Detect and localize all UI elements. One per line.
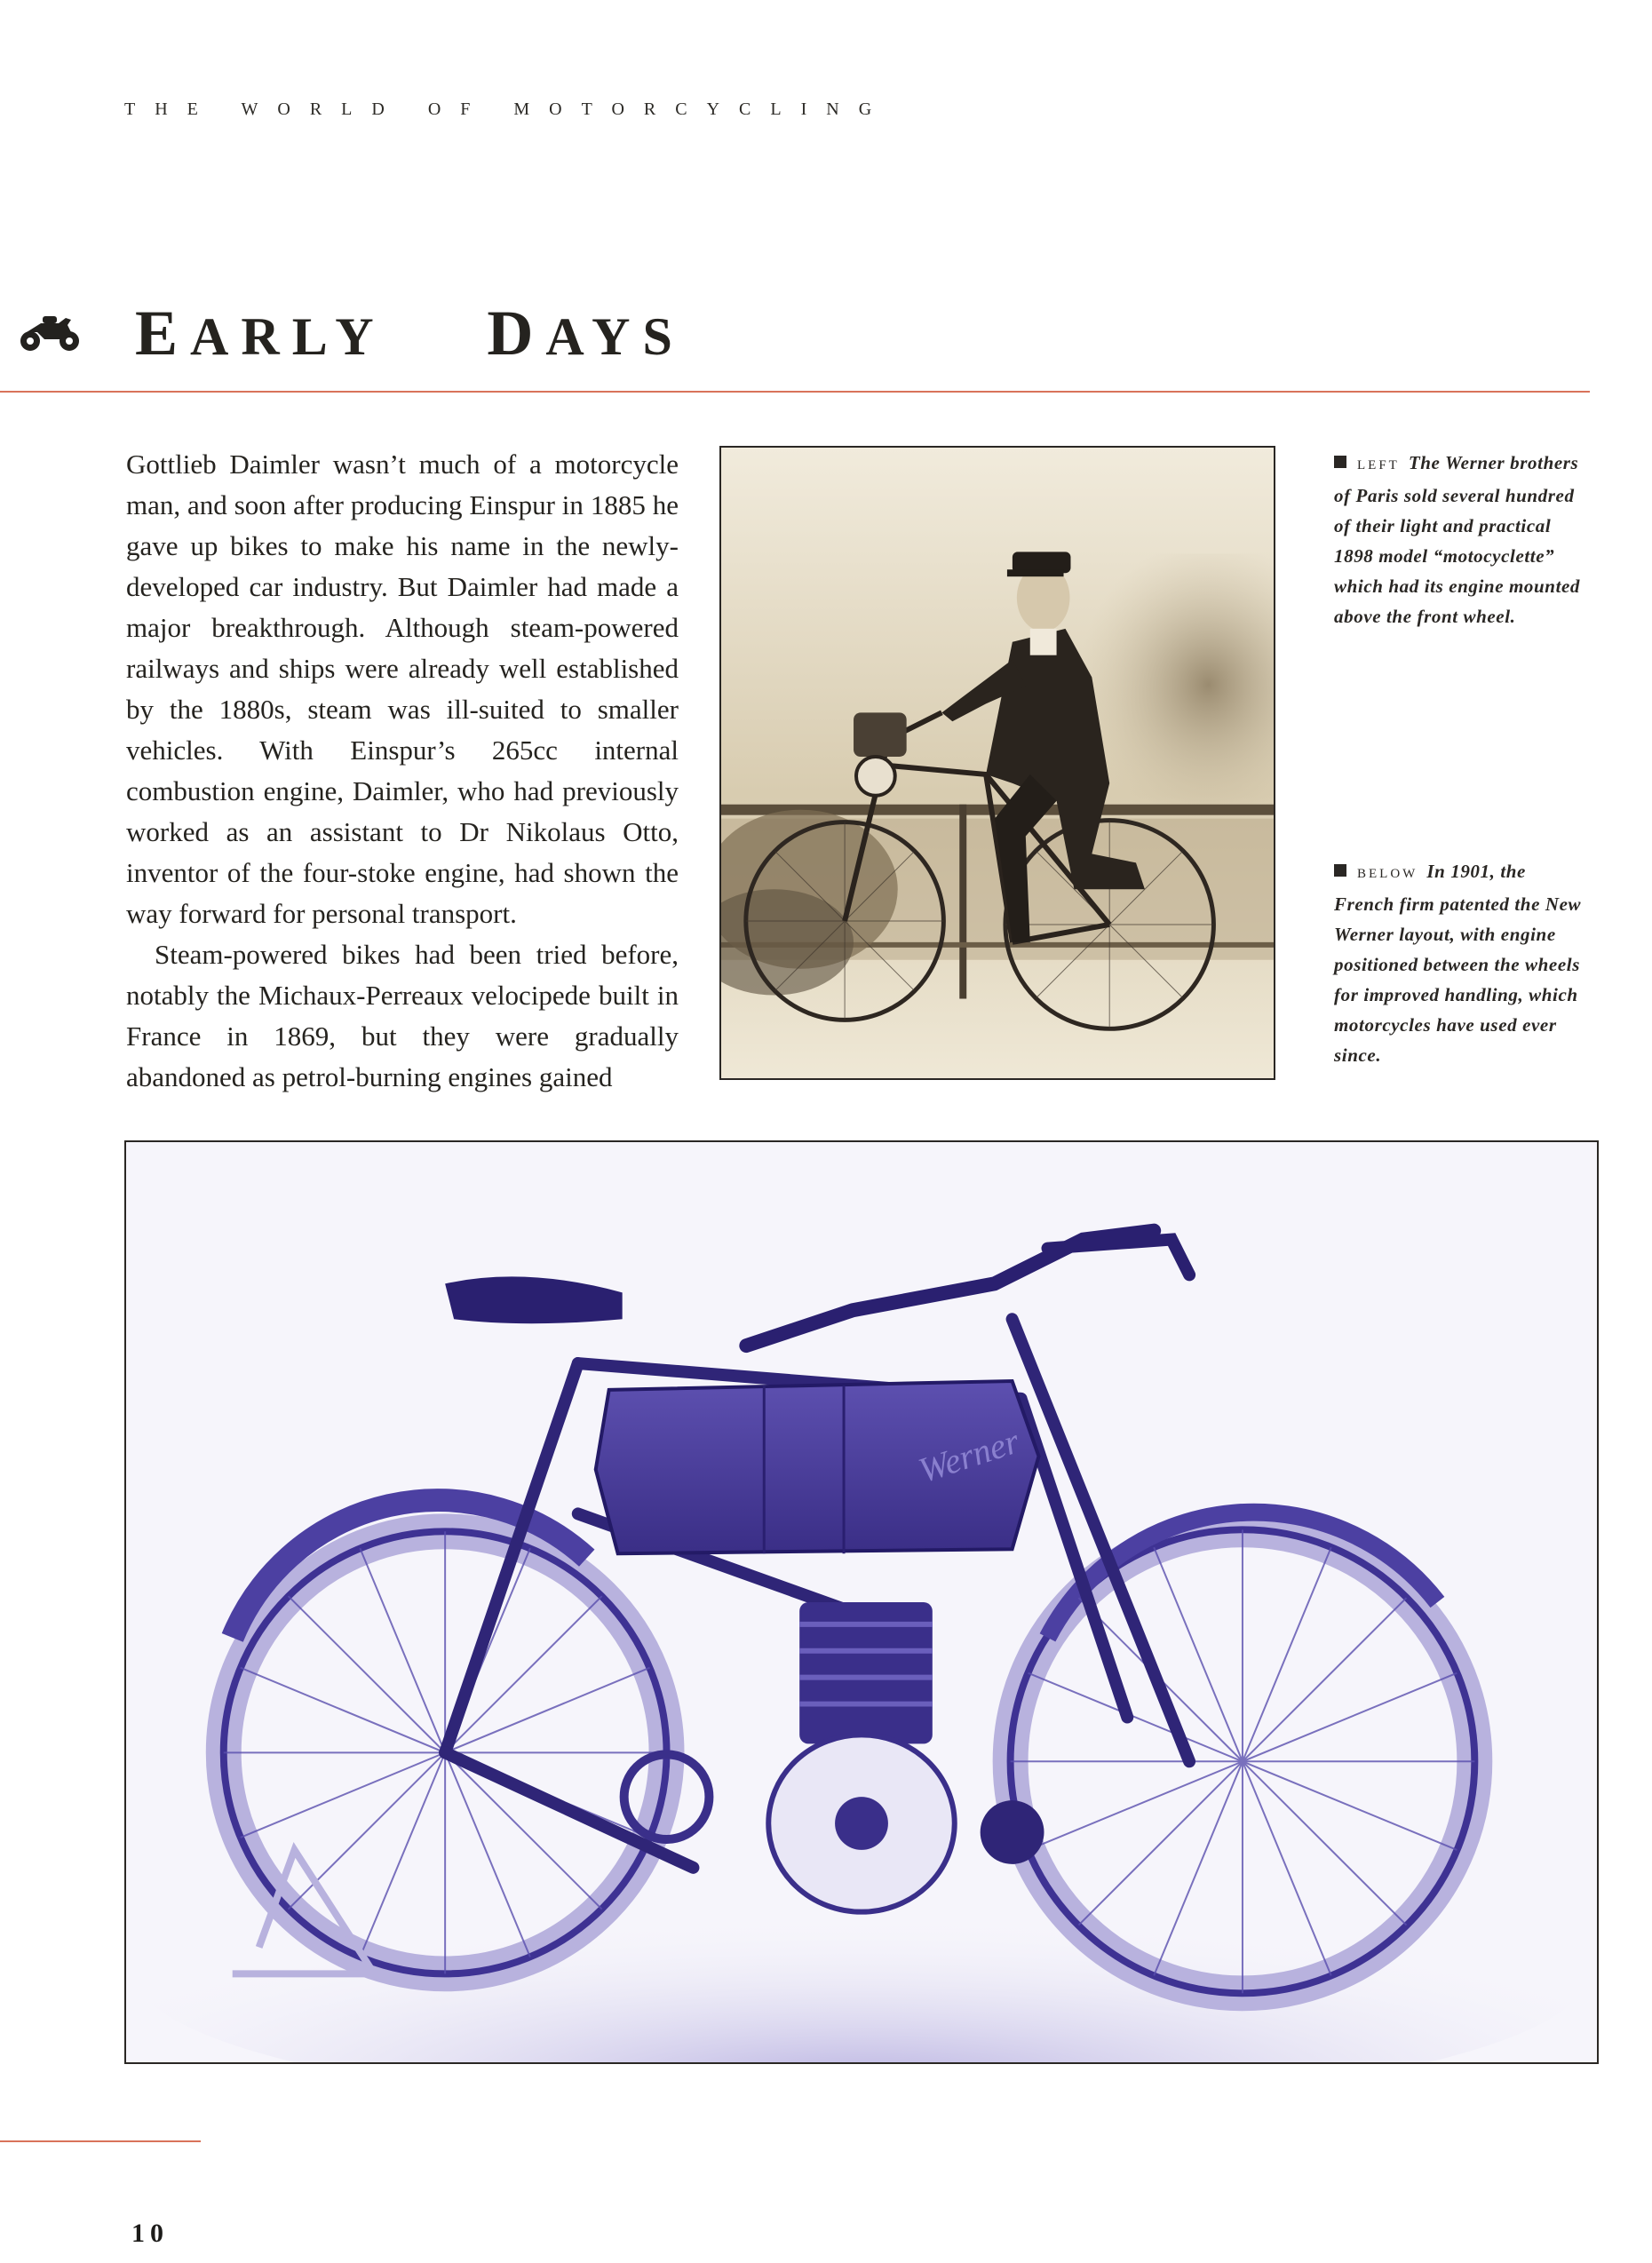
tank-script: Werner <box>913 1420 1024 1491</box>
new-werner-motorcycle-photo <box>124 1140 1599 2064</box>
werner-rider-photo <box>719 446 1275 1080</box>
caption-below <box>1334 856 1584 1070</box>
motorcycle-icon <box>18 313 82 353</box>
caption-left <box>1334 448 1584 631</box>
footer-rule <box>0 2140 201 2142</box>
page-number: 10 <box>131 2219 169 2248</box>
body-text <box>126 444 679 1098</box>
section-heading <box>18 293 685 373</box>
caption-below-text: In 1901, the French firm patented the New Werner layout, with engine positioned between the wheels for improved handling, which motorcycles have used ever since. <box>1334 861 1582 1066</box>
running-head: THE WORLD OF MOTORCYCLING <box>124 99 892 119</box>
paragraph-2: Steam-powered bikes had been tried before, notably the Michaux-Perreaux velocipede built in France in 1869, but they were gradually abandoned as petrol-burning engines gained <box>126 939 679 1092</box>
title-word-2-rest: AYS <box>545 306 685 366</box>
caption-left-text: The Werner brothers of Paris sold several hundred of their light and practical 1898 model “motocyclette” which had its engine mounted above the front wheel. <box>1334 452 1581 627</box>
square-bullet-icon <box>1334 864 1346 877</box>
caption-below-label: BELOW <box>1357 867 1418 881</box>
title-initial-2: D <box>487 297 546 369</box>
title-word-1-rest: ARLY <box>190 306 385 366</box>
paragraph-1: Gottlieb Daimler wasn’t much of a motorcycle man, and soon after producing Einspur in 1885 he gave up bikes to make his name in the newly-developed car industry. But Daimler had made a major breakthrough. Although steam-powered railways and ships were already well established by the 1880s, steam was ill-suited to smaller vehicles. With Einspur’s 265cc internal combustion engine, Daimler, who had previously worked as an assistant to Dr Nikolaus Otto, inventor of the four-stoke engine, had shown the way forward for personal transport. <box>126 449 679 929</box>
square-bullet-icon <box>1334 456 1346 468</box>
title-initial-1: E <box>135 297 191 369</box>
caption-left-label: LEFT <box>1357 458 1400 472</box>
section-title <box>135 297 685 370</box>
header-rule <box>0 391 1590 393</box>
